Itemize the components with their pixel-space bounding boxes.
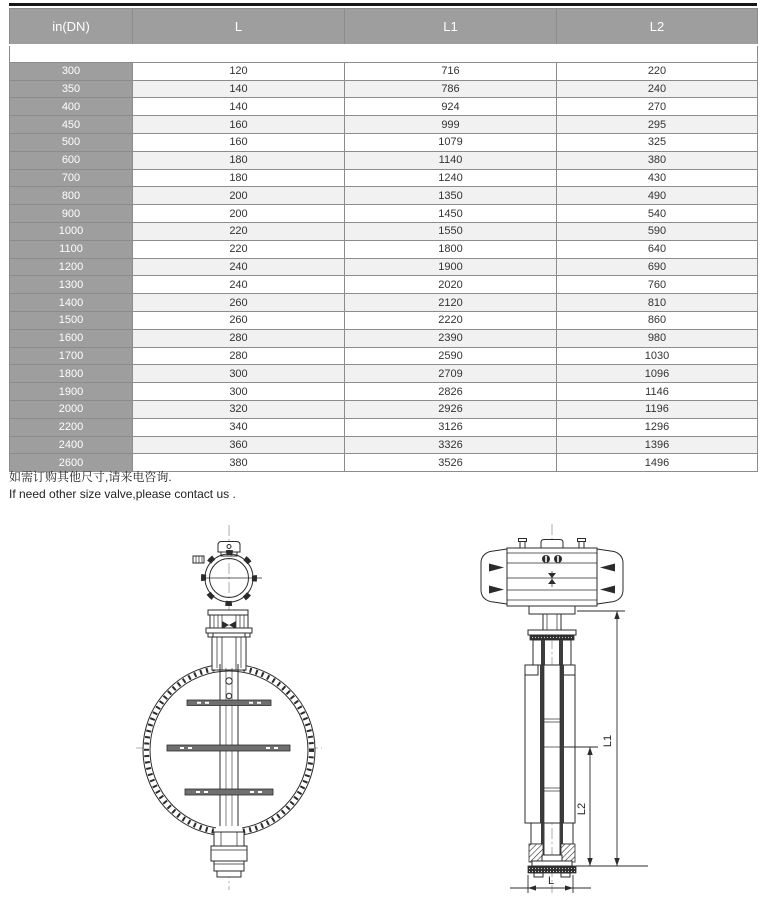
value-cell: 2590 — [345, 347, 557, 365]
row-label-cell: 350 — [10, 80, 133, 98]
row-label-cell: 2000 — [10, 400, 133, 418]
valve-side-view-drawing — [455, 520, 680, 899]
table-row — [10, 276, 758, 294]
value-cell: 220 — [133, 222, 345, 240]
value-cell: 120 — [133, 62, 345, 80]
value-cell: 180 — [133, 169, 345, 187]
value-cell: 280 — [133, 329, 345, 347]
value-cell: 1030 — [557, 347, 758, 365]
value-cell: 280 — [133, 347, 345, 365]
value-cell: 786 — [345, 80, 557, 98]
dimension-table — [9, 8, 758, 472]
nameplate — [541, 540, 563, 549]
bottom-shaft-housing — [211, 826, 247, 877]
value-cell: 240 — [557, 80, 758, 98]
table-row — [10, 240, 758, 258]
table-row — [10, 400, 758, 418]
row-label-cell: 1100 — [10, 240, 133, 258]
value-cell: 380 — [133, 454, 345, 472]
value-cell: 260 — [133, 294, 345, 312]
side-view — [481, 524, 648, 893]
value-cell: 380 — [557, 151, 758, 169]
value-cell: 1079 — [345, 133, 557, 151]
top-rule — [9, 3, 757, 6]
value-cell: 300 — [133, 383, 345, 401]
header-gap — [10, 45, 758, 63]
table-row — [10, 98, 758, 116]
value-cell: 490 — [557, 187, 758, 205]
shaft-rail — [560, 665, 564, 823]
header-cell-l1: L1 — [345, 9, 557, 45]
table-row — [10, 329, 758, 347]
row-label-cell: 450 — [10, 116, 133, 134]
value-cell: 690 — [557, 258, 758, 276]
table-row — [10, 169, 758, 187]
value-cell: 3526 — [345, 454, 557, 472]
table-row — [10, 347, 758, 365]
value-cell: 220 — [557, 62, 758, 80]
value-cell: 340 — [133, 418, 345, 436]
notes — [9, 469, 236, 503]
row-label-cell: 300 — [10, 62, 133, 80]
value-cell: 320 — [133, 400, 345, 418]
shaft-hole — [226, 693, 231, 698]
actuator-side — [481, 539, 623, 607]
value-cell: 325 — [557, 133, 758, 151]
neck-front — [212, 637, 246, 670]
value-cell: 160 — [133, 133, 345, 151]
front-view — [136, 525, 322, 890]
value-cell: 1146 — [557, 383, 758, 401]
value-cell: 300 — [133, 365, 345, 383]
value-cell: 1900 — [345, 258, 557, 276]
shaft-rail — [540, 665, 544, 823]
row-label-cell: 1200 — [10, 258, 133, 276]
value-cell: 200 — [133, 187, 345, 205]
bracket-side — [528, 606, 576, 665]
row-label-cell: 1900 — [10, 383, 133, 401]
value-cell: 200 — [133, 205, 345, 223]
row-label-cell: 700 — [10, 169, 133, 187]
value-cell: 1096 — [557, 365, 758, 383]
table-row — [10, 383, 758, 401]
table-row — [10, 311, 758, 329]
row-label-cell: 1500 — [10, 311, 133, 329]
value-cell: 220 — [133, 240, 345, 258]
table-row — [10, 62, 758, 80]
value-cell: 1196 — [557, 400, 758, 418]
value-cell: 760 — [557, 276, 758, 294]
table-body — [10, 62, 758, 471]
table-row — [10, 80, 758, 98]
value-cell: 1450 — [345, 205, 557, 223]
header-gap-row — [10, 45, 758, 63]
row-label-cell: 1300 — [10, 276, 133, 294]
value-cell: 2926 — [345, 400, 557, 418]
value-cell: 999 — [345, 116, 557, 134]
value-cell: 240 — [133, 276, 345, 294]
mounting-bracket-front — [206, 610, 252, 637]
bottom-cap — [528, 866, 576, 873]
value-cell: 1496 — [557, 454, 758, 472]
header-cell-dn: in(DN) — [10, 9, 133, 45]
header-row — [10, 9, 758, 45]
value-cell: 160 — [133, 116, 345, 134]
table-row — [10, 258, 758, 276]
valve-body-side — [525, 665, 575, 823]
table-row — [10, 436, 758, 454]
valve-front-view-drawing — [130, 520, 380, 899]
row-label-cell: 800 — [10, 187, 133, 205]
value-cell: 1396 — [557, 436, 758, 454]
row-label-cell: 1400 — [10, 294, 133, 312]
value-cell: 810 — [557, 294, 758, 312]
header-cell-l: L — [133, 9, 345, 45]
table-row — [10, 151, 758, 169]
table-row — [10, 365, 758, 383]
row-label-cell: 900 — [10, 205, 133, 223]
value-cell: 3326 — [345, 436, 557, 454]
value-cell: 2220 — [345, 311, 557, 329]
dim-label-l: L — [547, 875, 555, 887]
value-cell: 1240 — [345, 169, 557, 187]
shaft-hole — [226, 678, 232, 684]
row-label-cell: 400 — [10, 98, 133, 116]
table-row — [10, 294, 758, 312]
value-cell: 295 — [557, 116, 758, 134]
row-label-cell: 2200 — [10, 418, 133, 436]
value-cell: 1800 — [345, 240, 557, 258]
row-label-cell: 2400 — [10, 436, 133, 454]
value-cell: 590 — [557, 222, 758, 240]
table-row — [10, 116, 758, 134]
value-cell: 2120 — [345, 294, 557, 312]
value-cell: 1550 — [345, 222, 557, 240]
value-cell: 1140 — [345, 151, 557, 169]
row-label-cell: 1700 — [10, 347, 133, 365]
value-cell: 140 — [133, 98, 345, 116]
actuator-end-cap — [481, 549, 507, 604]
table-header — [10, 9, 758, 45]
value-cell: 140 — [133, 80, 345, 98]
value-cell: 2826 — [345, 383, 557, 401]
value-cell: 2709 — [345, 365, 557, 383]
value-cell: 2020 — [345, 276, 557, 294]
dim-label-l2: L2 — [576, 802, 588, 816]
value-cell: 1296 — [557, 418, 758, 436]
value-cell: 270 — [557, 98, 758, 116]
value-cell: 360 — [133, 436, 345, 454]
row-label-cell: 2600 — [10, 454, 133, 472]
value-cell: 2390 — [345, 329, 557, 347]
value-cell: 540 — [557, 205, 758, 223]
table-row — [10, 187, 758, 205]
actuator-end-cap — [597, 549, 623, 604]
value-cell: 716 — [345, 62, 557, 80]
note-chinese: 如需订购其他尺寸,请来电咨询. — [9, 470, 172, 484]
row-label-cell: 1800 — [10, 365, 133, 383]
actuator-front — [193, 542, 262, 604]
value-cell: 860 — [557, 311, 758, 329]
dim-label-l1: L1 — [602, 734, 614, 748]
table-row — [10, 205, 758, 223]
header-cell-l2: L2 — [557, 9, 758, 45]
value-cell: 924 — [345, 98, 557, 116]
table-row — [10, 133, 758, 151]
row-label-cell: 600 — [10, 151, 133, 169]
row-label-cell: 1000 — [10, 222, 133, 240]
value-cell: 180 — [133, 151, 345, 169]
value-cell: 240 — [133, 258, 345, 276]
value-cell: 3126 — [345, 418, 557, 436]
value-cell: 980 — [557, 329, 758, 347]
row-label-cell: 1600 — [10, 329, 133, 347]
value-cell: 640 — [557, 240, 758, 258]
table-row — [10, 222, 758, 240]
air-fitting — [193, 556, 204, 563]
value-cell: 260 — [133, 311, 345, 329]
table-row — [10, 418, 758, 436]
row-label-cell: 500 — [10, 133, 133, 151]
value-cell: 430 — [557, 169, 758, 187]
value-cell: 1350 — [345, 187, 557, 205]
note-english: If need other size valve,please contact us . — [9, 487, 236, 501]
